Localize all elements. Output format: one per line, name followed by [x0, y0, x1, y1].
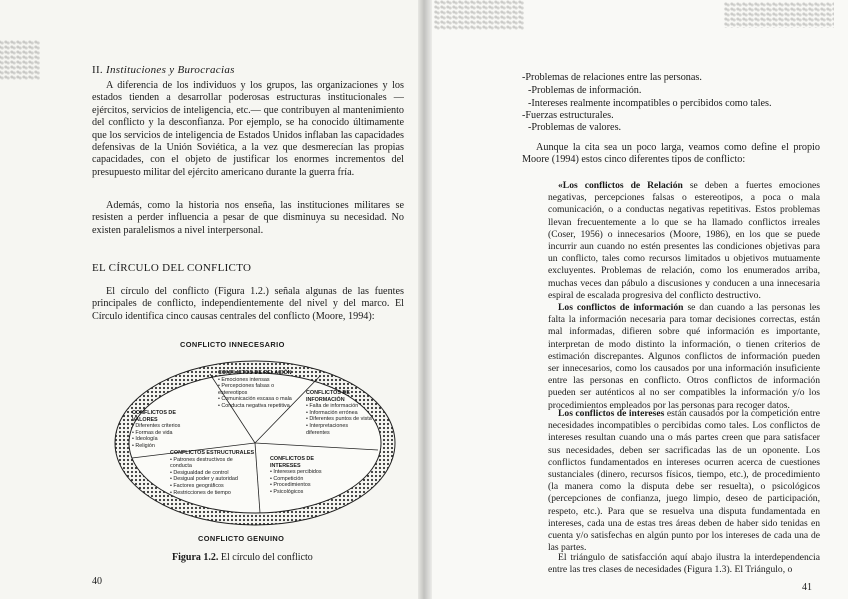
list-item: -Fuerzas estructurales. — [522, 110, 614, 121]
page-number-right: 41 — [802, 582, 812, 593]
page-number-left: 40 — [92, 576, 102, 587]
region-intereses: CONFLICTOS DE INTERESES • Intereses percibidos • Competición • Procedimientos • Psicológicos — [270, 456, 322, 495]
scan-noise — [434, 0, 524, 30]
heading-text: Instituciones y Burocracias — [106, 64, 235, 76]
paragraph-1: A diferencia de los individuos y los grupos, las organizaciones y los estados tienden a desarrollar poderosas estructuras institucionales —ejércitos, servicios de inteligencia, etc.— que contribuyen al mantenimiento del conflicto y la desconfianza. Por ejemplo, se ha conocido últimamente que los servicios de inteligencia de Estados Unidos inflaban las capacidades defensivas de la Unión Soviética, a la vez que desmerecían las propias capacidades, con el objeto de justificar los enormes incrementos del presupuesto militar del ejército americano durante la guerra fría. — [92, 80, 404, 178]
figure-top-label: CONFLICTO INNECESARIO — [180, 340, 285, 349]
quote-informacion-title: Los conflictos de información — [558, 302, 684, 313]
quote-relacion — [548, 180, 820, 302]
quote-intereses-title: Los conflictos de intereses — [558, 408, 665, 419]
quote-relacion-text: se deben a fuertes emociones negativas, percepciones falsas o estereotipos, a poca o mala comunicación, o a conductas negativas repetitivas. Estos problemas llevan frecuentemente a lo que se ha llamado conflictos irreales (Coser, 1956) o innecesarios (Moore, 1986), en los que se puede incurrir aun cuando no estén presentes las condiciones objetivas para un conflicto, tales como recursos limitados u objetivos mutuamente excluyentes. Problemas de relación, como los enumerados arriba, muchas veces dan pábulo a discusiones y conducen a una innecesaria espiral de escalada progresiva del conflicto destructivo. — [548, 180, 820, 301]
quote-intereses-text: están causados por la competición entre necesidades incompatibles o percibidas como tales. Los conflictos de intereses resultan cuando una o más partes creen que para satisfacer sus necesidades, deben ser sacrificadas las de un oponente. Los conflictos fundamentados en intereses ocurren acerca de cuestiones sustanciales (dinero, recursos físicos, tiempo, etc.), de procedimiento (la manera como la disputa debe ser resuelta), o psicológicos (percepciones de confianza, juego limpio, deseo de participación, respeto, etc.). Para que se resuelva una disputa fundamentada en intereses, cada una de estas tres áreas deben de haber sido tenidas en cuenta y/o satisfechas en algún punto por los intereses de cada una de las partes. — [548, 408, 820, 554]
right-page — [424, 0, 848, 599]
figure-caption — [172, 552, 313, 563]
figure-bottom-label: CONFLICTO GENUINO — [198, 534, 285, 543]
quote-informacion-text: se dan cuando a las personas les falta la información necesaria para tomar decisiones correctas, están mal informadas, difieren sobre qué información es importante, interpretan de modo distinto la información, o tienen criterios de estimación discrepantes. Algunos conflictos de información pueden ser innecesarios, como los causados por una información insuficiente entre las personas en conflicto. Otros conflictos de información pueden ser auténticos al no ser compatibles la información y/o los procedimientos empleados por las personas para recoger datos. — [548, 302, 820, 411]
quote-intereses — [548, 408, 820, 554]
list-item: -Problemas de información. — [528, 85, 642, 96]
list-item: -Problemas de relaciones entre las personas. — [522, 72, 702, 83]
region-valores: CONFLICTOS DE VALORES • Diferentes criterios • Formas de vida • Ideología • Religión — [132, 410, 181, 449]
closing-paragraph: El triángulo de satisfacción aquí abajo ilustra la interdependencia entre las tres clases de necesidades (Figura 1.3). El Triángulo, o — [548, 552, 820, 576]
list-item: -Intereses realmente incompatibles o percibidos como tales. — [528, 98, 772, 109]
paragraph-2: Además, como la historia nos enseña, las instituciones militares se resisten a perder influencia a pesar de que disminuya su necesidad. No existen paralelismos a nivel interpersonal. — [92, 200, 404, 236]
region-estructurales: CONFLICTOS ESTRUCTURALES • Patrones destructivos de conducta • Desigualdad de control • Desigual poder y autoridad • Factores geográficos • Restricciones de tiempo — [170, 450, 255, 496]
list-item: -Problemas de valores. — [528, 122, 622, 133]
quote-relacion-title: «Los conflictos de Relación — [558, 180, 683, 191]
scan-noise — [0, 40, 40, 80]
section-title: EL CÍRCULO DEL CONFLICTO — [92, 262, 252, 274]
scan-noise — [724, 2, 834, 28]
region-informacion: CONFLICTOS DE INFORMACIÓN • Falta de información • Información errónea • Diferentes puntos de vista • Interpretaciones diferentes — [306, 390, 372, 436]
intro-paragraph: Aunque la cita sea un poco larga, veamos como define el propio Moore (1994) estos cinco diferentes tipos de conflicto: — [522, 142, 820, 166]
paragraph-3: El círculo del conflicto (Figura 1.2.) señala algunas de las fuentes principales de conflicto, independientemente del nivel y del marco. El Círculo identifica cinco causas centrales del conflicto (Moore, 1994): — [92, 286, 404, 322]
caption-number: Figura 1.2. — [172, 552, 219, 563]
book-gutter — [418, 0, 432, 599]
quote-informacion — [548, 302, 820, 412]
subsection-heading — [92, 64, 235, 76]
caption-text: El círculo del conflicto — [220, 552, 313, 563]
region-relacion: CONFLICTOS DE RELACIÓN • Emociones intensas • Percepciones falsas o estereotipos • Comunicación escasa o mala • Conducta negativa repetitiva — [218, 370, 292, 409]
heading-number: II. — [92, 64, 103, 76]
conflict-circle-figure — [110, 338, 400, 548]
